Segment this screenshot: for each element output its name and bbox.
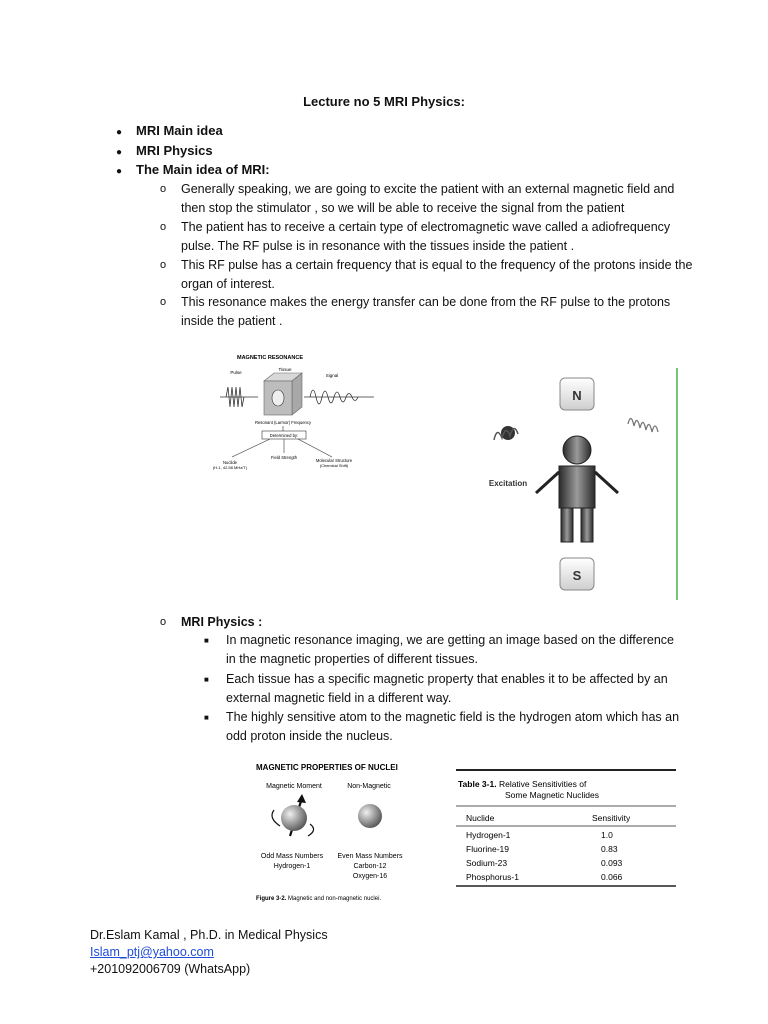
svg-text:Even Mass Numbers: Even Mass Numbers bbox=[337, 853, 403, 860]
main-idea-item: o This RF pulse has a certain frequency that is equal to the frequency of the protons inside the organ of interest. bbox=[160, 258, 693, 291]
table-header: Sensitivity bbox=[592, 813, 631, 823]
svg-text:Molecular Structure: Molecular Structure bbox=[315, 458, 353, 463]
svg-text:Pulse: Pulse bbox=[230, 370, 242, 375]
table-cell: 0.83 bbox=[601, 844, 618, 854]
bullet-main-idea: ● MRI Main idea bbox=[116, 123, 223, 138]
coil-icon-right bbox=[628, 418, 658, 432]
main-idea-item: o This resonance makes the energy transfer can be done from the RF pulse to the protons inside the patient . bbox=[160, 295, 671, 328]
main-idea-item: o The patient has to receive a certain type of electromagnetic wave called a adiofrequency pulse. The RF pulse is in resonance with the tissues inside the patient . bbox=[160, 220, 671, 253]
table-header: Nuclide bbox=[466, 813, 495, 823]
excitation-figure bbox=[476, 368, 680, 600]
person-left-leg bbox=[561, 508, 573, 542]
svg-text:Nuclide: Nuclide bbox=[223, 460, 237, 465]
table-title: Table 3-1. Relative Sensitivities of bbox=[458, 779, 587, 789]
svg-text:Field Strength: Field Strength bbox=[270, 455, 298, 460]
table-cell: Fluorine-19 bbox=[466, 844, 509, 854]
pulse-wave bbox=[226, 387, 244, 407]
svg-text:Determined by:: Determined by: bbox=[269, 433, 299, 438]
physics-heading: o MRI Physics : bbox=[160, 615, 263, 629]
person-right-leg bbox=[581, 508, 593, 542]
svg-text:Resonant (Larmor) Frequency: Resonant (Larmor) Frequency bbox=[254, 420, 312, 425]
table-cell: 0.093 bbox=[601, 858, 623, 868]
table-cell: Sodium-23 bbox=[466, 858, 508, 868]
coil-icon-left bbox=[494, 426, 518, 440]
footer-author: Dr.Eslam Kamal , Ph.D. in Medical Physics bbox=[90, 928, 328, 942]
magnetic-nucleus-ball bbox=[281, 805, 307, 831]
sensitivity-table bbox=[456, 768, 678, 892]
person-head bbox=[563, 436, 591, 464]
excitation-label: Excitation bbox=[488, 479, 528, 488]
footer-phone: +201092006709 (WhatsApp) bbox=[90, 962, 251, 976]
svg-text:Signal: Signal bbox=[325, 373, 339, 378]
physics-item: ■ Each tissue has a specific magnetic property that enables it to be affected by an external magnetic field in a different way. bbox=[204, 672, 668, 705]
table-cell: 1.0 bbox=[601, 830, 613, 840]
bullet-mri-physics: ● MRI Physics bbox=[116, 143, 213, 158]
page-title: Lecture no 5 MRI Physics: bbox=[303, 94, 465, 109]
nonmagnetic-nucleus-ball bbox=[358, 804, 382, 828]
person-torso bbox=[559, 466, 595, 508]
physics-item: ■ In magnetic resonance imaging, we are getting an image based on the difference in the magnetic properties of different tissues. bbox=[204, 633, 674, 666]
svg-text:(H-1, 42.58 MHz/T): (H-1, 42.58 MHz/T) bbox=[212, 465, 248, 470]
table-cell: 0.066 bbox=[601, 872, 623, 882]
svg-text:Magnetic Moment: Magnetic Moment bbox=[266, 783, 322, 790]
main-idea-item: o Generally speaking, we are going to excite the patient with an external magnetic field and then stop the stimulator , so we will be able to receive the signal from the patient bbox=[160, 182, 675, 215]
nuclei-figure-title: MAGNETIC PROPERTIES OF NUCLEI bbox=[256, 763, 398, 772]
proton-icon bbox=[272, 390, 284, 406]
physics-item: ■ The highly sensitive atom to the magnetic field is the hydrogen atom which has an odd proton inside the nucleus. bbox=[204, 710, 680, 743]
nuclei-figure-caption: Figure 3-2. Magnetic and non-magnetic nuclei. bbox=[256, 896, 382, 902]
svg-text:Oxygen-16: Oxygen-16 bbox=[352, 873, 388, 880]
bullet-main-idea-of-mri: ● The Main idea of MRI: bbox=[116, 162, 270, 177]
table-cell: Phosphorus-1 bbox=[466, 872, 519, 882]
svg-text:Tissue: Tissue bbox=[278, 367, 292, 372]
svg-text:(Chemical Shift): (Chemical Shift) bbox=[319, 463, 349, 468]
person-left-arm bbox=[536, 472, 559, 493]
svg-text:Carbon-12: Carbon-12 bbox=[353, 863, 387, 870]
person-right-arm bbox=[595, 472, 618, 493]
magnetic-resonance-figure bbox=[182, 343, 397, 473]
south-pole-label: S bbox=[572, 568, 582, 583]
table-cell: Hydrogen-1 bbox=[466, 830, 511, 840]
footer-email-link[interactable]: Islam_ptj@yahoo.com bbox=[90, 945, 214, 959]
svg-text:Non-Magnetic: Non-Magnetic bbox=[347, 783, 391, 790]
figure-title: MAGNETIC RESONANCE bbox=[236, 355, 304, 361]
nuclei-figure bbox=[250, 756, 425, 908]
svg-text:Hydrogen-1: Hydrogen-1 bbox=[273, 863, 311, 870]
svg-text:Odd Mass Numbers: Odd Mass Numbers bbox=[260, 853, 324, 860]
svg-text:Some Magnetic Nuclides: Some Magnetic Nuclides bbox=[505, 790, 600, 800]
north-pole-label: N bbox=[572, 388, 582, 403]
